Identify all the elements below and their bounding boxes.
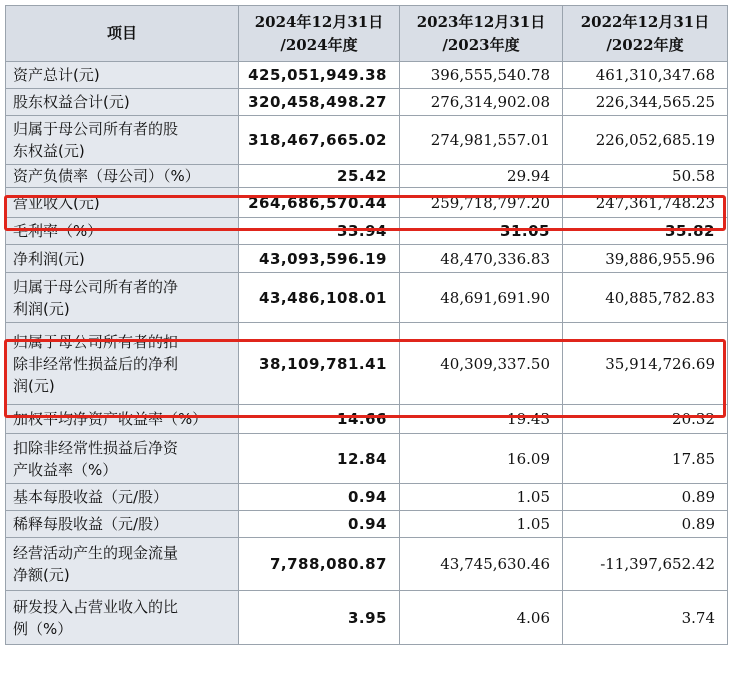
row-label (6, 62, 239, 89)
row-label-line: 资产总计(元) (13, 66, 100, 84)
row-label-line: 股东权益合计(元) (13, 93, 130, 111)
table-row (6, 484, 728, 511)
cell-2023: 396,555,540.78 (400, 62, 563, 89)
table-row (6, 434, 728, 484)
row-label (6, 188, 239, 218)
header-row (6, 6, 728, 62)
row-label-line: 加权平均净资产收益率（%） (13, 410, 208, 428)
cell-2024: 318,467,665.02 (239, 116, 400, 165)
financial-table (5, 5, 728, 645)
table-row (6, 511, 728, 538)
row-label (6, 165, 239, 188)
row-label-line: 资产负债率（母公司）（%） (13, 167, 200, 185)
cell-2024: 33.94 (239, 218, 400, 245)
row-label-line: 归属于母公司所有者的股 (13, 120, 179, 138)
cell-2024: 14.66 (239, 405, 400, 434)
row-label (6, 484, 239, 511)
cell-2023: 274,981,557.01 (400, 116, 563, 165)
cell-2022: 20.32 (563, 405, 728, 434)
cell-2022: 17.85 (563, 434, 728, 484)
cell-2022: 3.74 (563, 591, 728, 645)
cell-2022: 35,914,726.69 (563, 323, 728, 405)
header-2024-line1: 2024年12月31日 (254, 12, 384, 31)
row-label-line: 研发投入占营业收入的比 (13, 597, 179, 616)
row-label (6, 116, 239, 165)
cell-2022: 226,344,565.25 (563, 89, 728, 116)
row-label (6, 591, 239, 645)
cell-2023: 31.05 (400, 218, 563, 245)
header-item-text: 项目 (106, 24, 137, 42)
cell-2023: 259,718,797.20 (400, 188, 563, 218)
row-label-line: 毛利率（%） (13, 222, 103, 240)
table-row (6, 245, 728, 273)
cell-2023: 276,314,902.08 (400, 89, 563, 116)
table-row (6, 538, 728, 591)
cell-2023: 29.94 (400, 165, 563, 188)
cell-2024: 43,486,108.01 (239, 273, 400, 323)
cell-2024: 25.42 (239, 165, 400, 188)
cell-2022: 35.82 (563, 218, 728, 245)
row-label (6, 434, 239, 484)
header-2022-line2: /2022年度 (606, 35, 684, 54)
row-label (6, 538, 239, 591)
cell-2024: 43,093,596.19 (239, 245, 400, 273)
table-row (6, 323, 728, 405)
row-label (6, 323, 239, 405)
row-label-line: 归属于母公司所有者的扣 (13, 332, 179, 351)
cell-2024: 0.94 (239, 511, 400, 538)
cell-2024: 425,051,949.38 (239, 62, 400, 89)
cell-2022: 40,885,782.83 (563, 273, 728, 323)
header-2024-line2: /2024年度 (280, 35, 358, 54)
row-label (6, 89, 239, 116)
row-label-line: 利润(元) (13, 299, 70, 318)
header-2023-line1: 2023年12月31日 (416, 12, 546, 31)
cell-2024: 12.84 (239, 434, 400, 484)
cell-2023: 1.05 (400, 511, 563, 538)
header-2022-line1: 2022年12月31日 (580, 12, 710, 31)
cell-2024: 38,109,781.41 (239, 323, 400, 405)
table-row (6, 62, 728, 89)
cell-2024: 3.95 (239, 591, 400, 645)
table-row (6, 273, 728, 323)
row-label-line: 扣除非经常性损益后净资 (13, 438, 179, 457)
cell-2023: 4.06 (400, 591, 563, 645)
row-label-line: 例（%） (13, 619, 73, 638)
cell-2022: 247,361,748.23 (563, 188, 728, 218)
cell-2024: 0.94 (239, 484, 400, 511)
row-label (6, 218, 239, 245)
row-label-line: 润(元) (13, 376, 55, 395)
row-label-line: 基本每股收益（元/股） (13, 488, 169, 506)
table-row (6, 188, 728, 218)
row-label-line: 稀释每股收益（元/股） (13, 515, 169, 533)
row-label-line: 产收益率（%） (13, 460, 118, 479)
cell-2023: 48,470,336.83 (400, 245, 563, 273)
row-label-line: 东权益(元) (13, 142, 85, 160)
row-label-line: 除非经常性损益后的净利 (13, 354, 179, 373)
cell-2022: 0.89 (563, 511, 728, 538)
row-label (6, 405, 239, 434)
cell-2022: 461,310,347.68 (563, 62, 728, 89)
cell-2023: 43,745,630.46 (400, 538, 563, 591)
row-label-line: 净额(元) (13, 566, 70, 584)
header-2022 (563, 6, 728, 62)
header-2024 (239, 6, 400, 62)
cell-2022: 50.58 (563, 165, 728, 188)
table-row (6, 405, 728, 434)
cell-2023: 48,691,691.90 (400, 273, 563, 323)
cell-2022: 39,886,955.96 (563, 245, 728, 273)
row-label-line: 归属于母公司所有者的净 (13, 277, 179, 296)
row-label (6, 273, 239, 323)
cell-2023: 19.43 (400, 405, 563, 434)
row-label-line: 经营活动产生的现金流量 (13, 544, 179, 562)
table-row (6, 116, 728, 165)
cell-2022: -11,397,652.42 (563, 538, 728, 591)
row-label (6, 245, 239, 273)
cell-2022: 226,052,685.19 (563, 116, 728, 165)
row-label-line: 净利润(元) (13, 249, 85, 268)
cell-2023: 16.09 (400, 434, 563, 484)
table-row (6, 218, 728, 245)
header-2023 (400, 6, 563, 62)
cell-2024: 320,458,498.27 (239, 89, 400, 116)
cell-2024: 7,788,080.87 (239, 538, 400, 591)
cell-2023: 1.05 (400, 484, 563, 511)
cell-2022: 0.89 (563, 484, 728, 511)
table-row (6, 165, 728, 188)
cell-2024: 264,686,570.44 (239, 188, 400, 218)
cell-2023: 40,309,337.50 (400, 323, 563, 405)
header-2023-line2: /2023年度 (442, 35, 520, 54)
row-label (6, 511, 239, 538)
table-row (6, 89, 728, 116)
row-label-line: 营业收入(元) (13, 193, 100, 212)
table-row (6, 591, 728, 645)
header-item (6, 6, 239, 62)
